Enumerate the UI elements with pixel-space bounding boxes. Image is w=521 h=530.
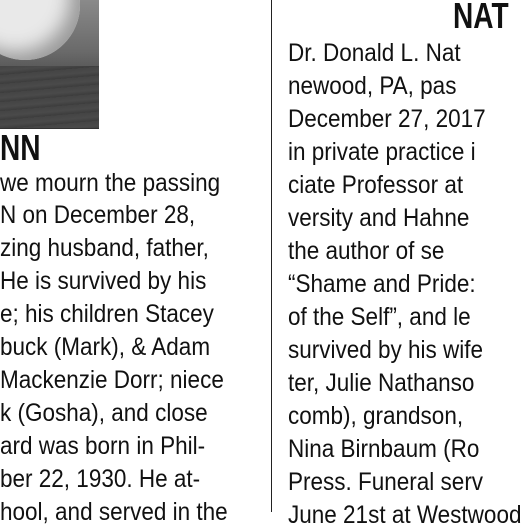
obituary-text-line: June 21st at Westwood: [288, 501, 521, 529]
obituary-text-line: in private practice i: [288, 138, 476, 166]
obituary-text-line: e; his children Stacey: [0, 300, 214, 328]
obituary-text-line: ard was born in Phil-: [0, 432, 206, 460]
obituary-text-line: December 27, 2017: [288, 105, 486, 133]
obituary-text-line: versity and Hahne: [288, 204, 470, 232]
obituary-text-line: of the Self”, and le: [288, 303, 471, 331]
obituary-text-line: “Shame and Pride:: [288, 270, 476, 298]
obituary-text-line: hool, and served in the: [0, 498, 228, 526]
left-obituary-column: [0, 0, 262, 526]
obituary-text-line: ciate Professor at: [288, 171, 464, 199]
obituary-text-line: we mourn the passing: [0, 169, 221, 197]
obituary-text-line: Mackenzie Dorr; niece: [0, 366, 224, 394]
obituary-name-heading: NN: [0, 127, 41, 168]
obituary-text-line: comb), grandson,: [288, 402, 464, 430]
obituary-text-line: He is survived by his: [0, 267, 207, 295]
obituary-text-line: k (Gosha), and close: [0, 399, 208, 427]
obituary-text-line: survived by his wife: [288, 336, 484, 364]
obituary-text-line: zing husband, father,: [0, 234, 209, 262]
obituary-text-line: newood, PA, pas: [288, 72, 457, 100]
obituary-text-line: buck (Mark), & Adam: [0, 333, 211, 361]
obituary-text-line: Dr. Donald L. Nat: [288, 39, 461, 67]
obituary-text-line: ter, Julie Nathanso: [288, 369, 475, 397]
obituary-text-line: N on December 28,: [0, 201, 196, 229]
obituary-text-line: ber 22, 1930. He at-: [0, 465, 201, 493]
obituary-name-heading: NAT: [453, 0, 509, 36]
obituary-text-line: Press. Funeral serv: [288, 468, 484, 496]
obituary-text-line: Nina Birnbaum (Ro: [288, 435, 480, 463]
right-obituary-column: [272, 0, 521, 529]
obituary-text-line: the author of se: [288, 237, 445, 265]
